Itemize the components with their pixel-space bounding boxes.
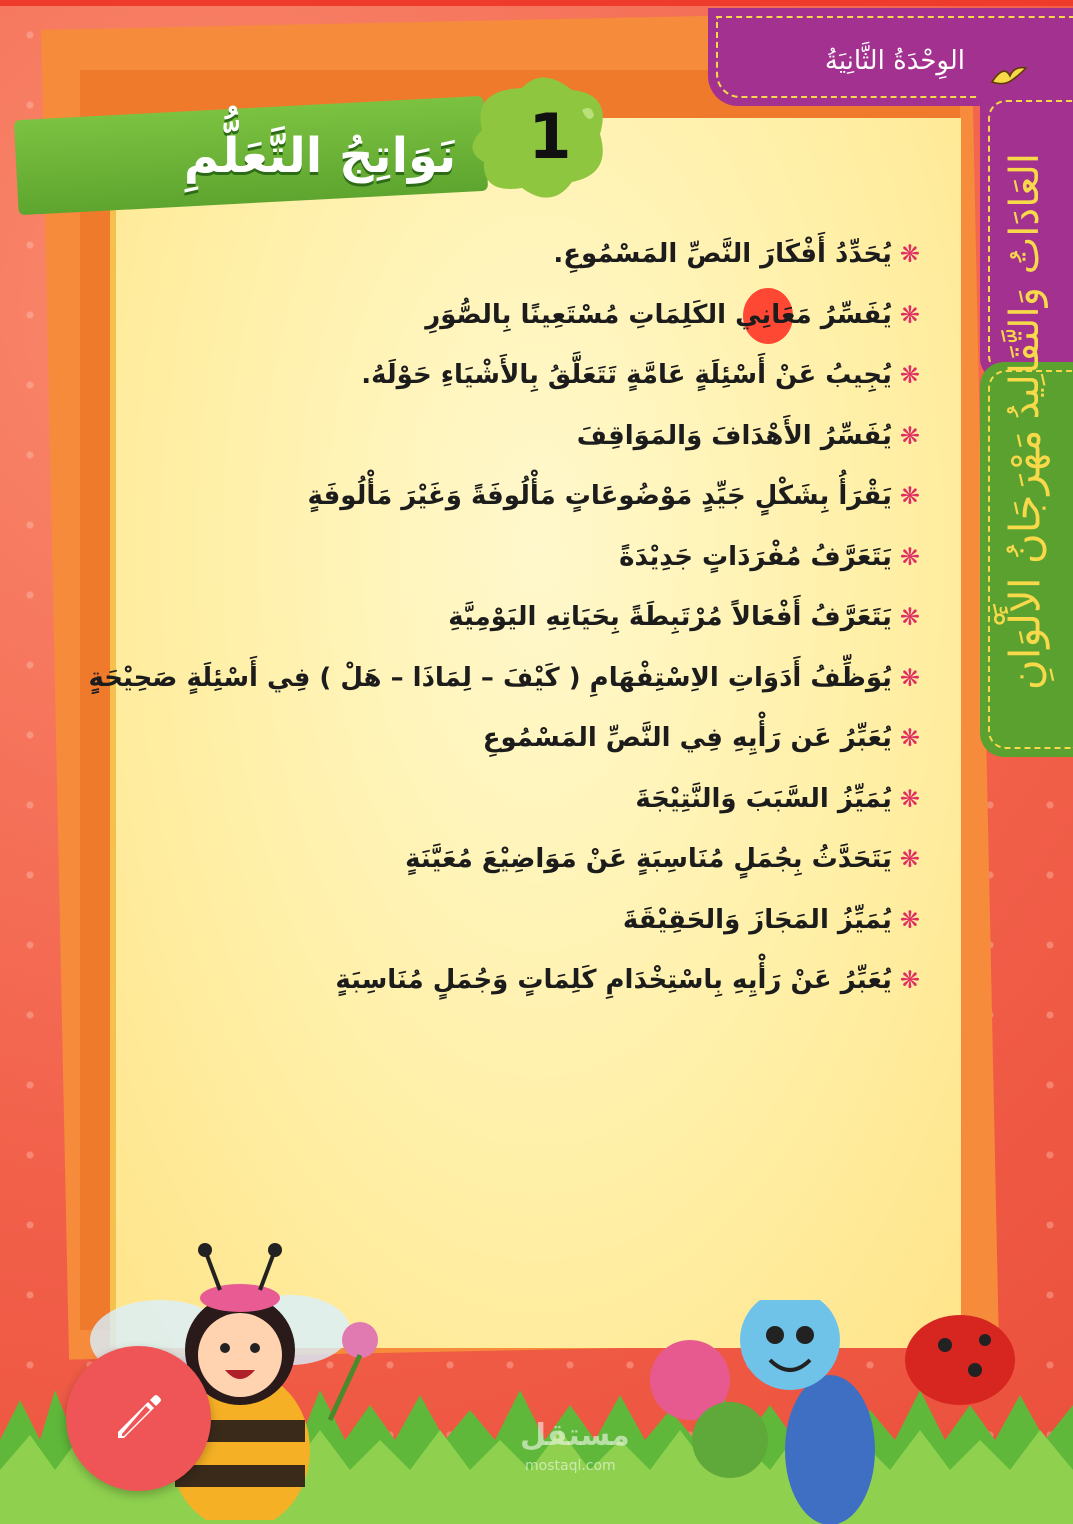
watermark-site: mostaql.com — [525, 1458, 616, 1474]
bullet-icon: ❋ — [899, 361, 920, 390]
pencil-icon — [108, 1388, 168, 1448]
wings-icon — [990, 62, 1028, 88]
list-item: ❋ يَتَحَدَّثُ بِجُمَلٍ مُنَاسِبَةٍ عَنْ مَوَاضِيْعَ مُعَيَّنَةٍ — [405, 844, 920, 875]
lesson-number: 1 — [528, 100, 572, 173]
top-border — [0, 0, 1073, 6]
list-item: ❋ يُمَيِّزُ السَّبَبَ وَالنَّتِيْجَةَ — [635, 783, 920, 814]
bullet-icon: ❋ — [899, 603, 920, 632]
bullet-icon: ❋ — [899, 482, 920, 511]
side-tab-festival-label: مَهْرَجَانُ الأَلْوَانِ — [1000, 429, 1050, 691]
list-item: ❋ يُعَبِّرُ عَنْ رَأْيِهِ بِاسْتِخْدَامِ كَلِمَاتٍ وَجُمَلٍ مُنَاسِبَةٍ — [335, 965, 920, 996]
bullet-icon: ❋ — [899, 663, 920, 692]
list-item: ❋ يُحَدِّدُ أَفْكَارَ النَّصِّ المَسْمُوعِ. — [553, 239, 920, 270]
list-item: ❋ يُعَبِّرُ عَن رَأْيِهِ فِي النَّصِّ المَسْمُوعِ — [482, 723, 920, 754]
bullet-icon: ❋ — [899, 300, 920, 329]
bullet-icon: ❋ — [899, 845, 920, 874]
list-item: ❋ يَتَعَرَّفُ مُفْرَدَاتٍ جَدِيْدَةً — [619, 541, 920, 572]
list-item: ❋ يُجِيبُ عَنْ أَسْئِلَةٍ عَامَّةٍ تَتَعَلَّقُ بِالأَشْيَاءِ حَوْلَهُ. — [361, 360, 920, 391]
list-item: ❋ يَقْرَأُ بِشَكْلٍ جَيِّدٍ مَوْضُوعَاتٍ مَأْلُوفَةً وَغَيْرَ مَأْلُوفَةٍ — [307, 481, 920, 512]
edit-button[interactable] — [66, 1346, 211, 1491]
page-title: نَوَاتِجُ التَّعَلُّمِ — [183, 128, 457, 184]
bullet-icon: ❋ — [899, 905, 920, 934]
watermark-brand: مستقل — [520, 1418, 630, 1453]
bullet-icon: ❋ — [899, 421, 920, 450]
bullet-icon: ❋ — [899, 542, 920, 571]
list-item: ❋ يُفَسِّرُ مَعَانِي الكَلِمَاتِ مُسْتَعِينًا بِالصُّوَرِ — [425, 299, 920, 330]
bullet-icon: ❋ — [899, 784, 920, 813]
ladybug-illustration — [600, 1300, 1020, 1524]
list-item: ❋ يُفَسِّرُ الأَهْدَافَ وَالمَوَاقِفَ — [576, 420, 920, 451]
outcomes-list — [88, 224, 920, 1011]
list-item: ❋ يُمَيِّزُ المَجَازَ وَالحَقِيْقَةَ — [622, 904, 920, 935]
bullet-icon: ❋ — [899, 240, 920, 269]
bullet-icon: ❋ — [899, 966, 920, 995]
side-tab-customs-label: العَادَاتُ وَالتَّقَالِيدُ — [1002, 153, 1048, 420]
unit-title: الوِحْدَةُ الثَّانِيَةُ — [824, 46, 965, 76]
bullet-icon: ❋ — [899, 724, 920, 753]
list-item: ❋ يَتَعَرَّفُ أَفْعَالاً مُرْتَبِطَةً بِحَيَاتِهِ اليَوْمِيَّةِ — [448, 602, 920, 633]
list-item: ❋ يُوَظِّفُ أَدَوَاتِ الاِسْتِفْهَامِ ( كَيْفَ – لِمَاذَا – هَلْ ) فِي أَسْئِلَةٍ صَحِيْحَةٍ — [88, 662, 920, 693]
